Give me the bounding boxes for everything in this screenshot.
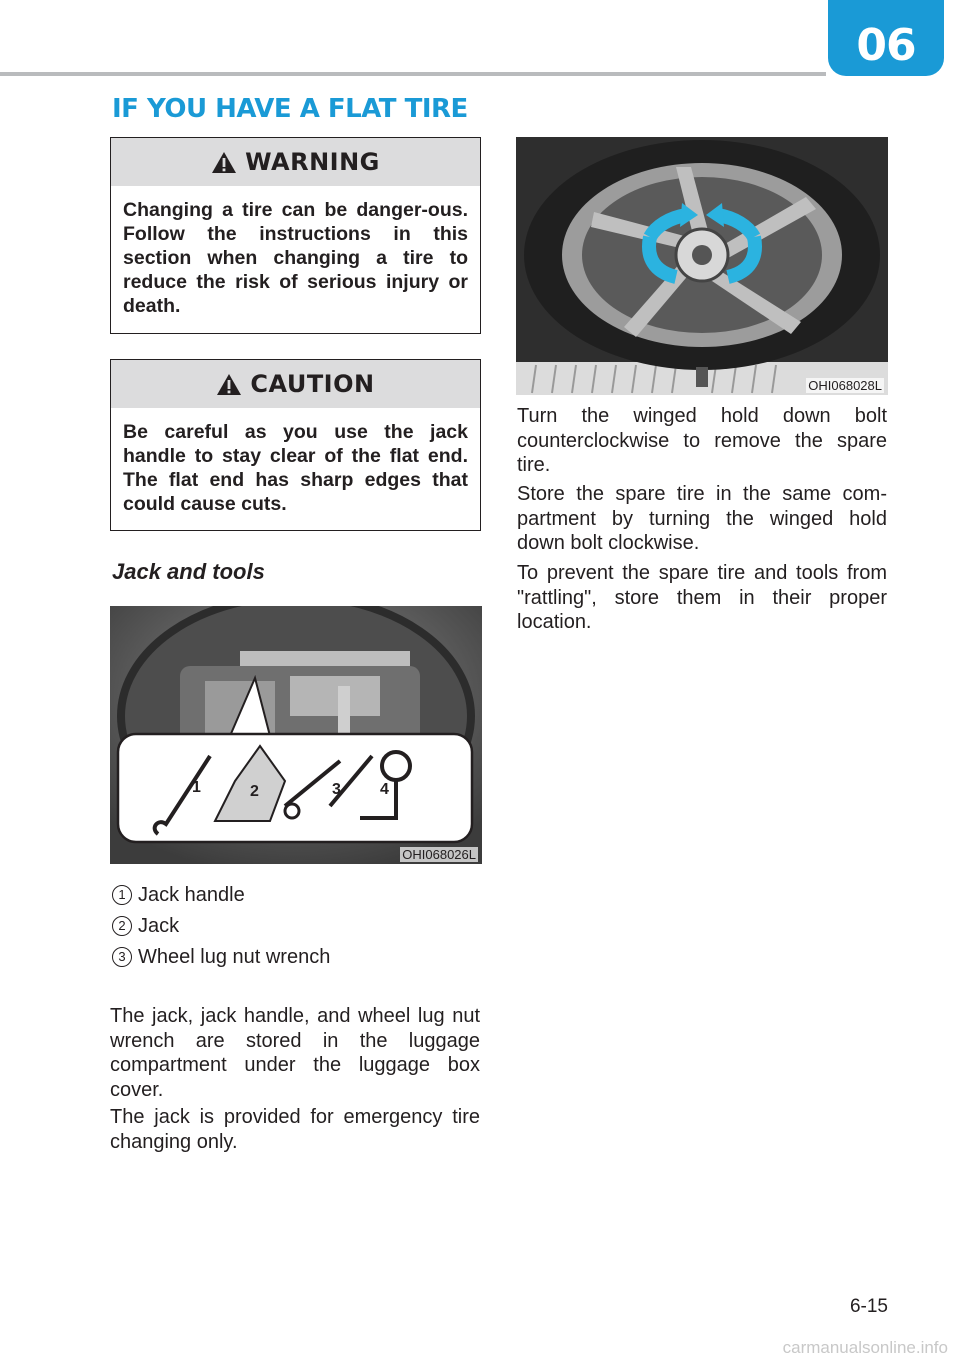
warning-box [110,137,481,334]
section-title: IF YOU HAVE A FLAT TIRE [112,94,468,124]
warning-icon [216,373,242,396]
item-label: Wheel lug nut wrench [138,946,331,968]
warning-header [111,138,480,186]
tools-list [112,880,482,973]
page-number: 6-15 [849,1296,888,1317]
caution-box [110,359,481,531]
item-number: 3 [112,947,132,967]
caution-header [111,360,480,408]
warning-icon [211,151,237,174]
callout-1: 1 [192,779,201,796]
list-item [112,911,482,942]
list-item [112,880,482,911]
header-rule [0,72,826,76]
figure-code: OHI068028L [808,378,882,393]
spare-tire-illustration [516,137,888,395]
callout-4: 4 [380,781,389,798]
caution-label: CAUTION [250,370,375,398]
callout-2: 2 [250,783,259,800]
jack-tools-figure [110,606,482,864]
jack-emergency-paragraph: The jack is provided for emergency tire changing only. [110,1106,480,1153]
jack-tools-illustration [110,606,482,864]
warning-text: Changing a tire can be danger-ous. Follow the instructions in this section when changing a tire to reduce the risk of serious injury or death. [123,199,468,317]
jack-storage-paragraph: The jack, jack handle, and wheel lug nut wrench are stored in the luggage compartment under the luggage box cover. [110,1005,480,1101]
rattling-paragraph: To prevent the spare tire and tools from "rattling", store them in their proper location. [517,562,887,633]
chapter-tab: 06 [828,0,944,76]
figure-code: OHI068026L [402,847,476,862]
callout-3: 3 [332,781,341,798]
spare-tire-figure [516,137,888,395]
warning-label: WARNING [245,148,380,176]
list-item [112,942,482,973]
item-label: Jack handle [138,884,245,906]
watermark: carmanualsonline.info [782,1338,948,1357]
item-number: 2 [112,916,132,936]
store-spare-paragraph: Store the spare tire in the same com-partment by turning the winged hold down bolt clockwise. [517,483,887,554]
jack-tools-heading: Jack and tools [112,559,265,584]
remove-spare-paragraph: Turn the winged hold down bolt counterclockwise to remove the spare tire. [517,405,887,476]
item-number: 1 [112,885,132,905]
item-label: Jack [138,915,180,937]
caution-text: Be careful as you use the jack handle to stay clear of the flat end. The flat end has sharp edges that could cause cuts. [123,421,468,515]
